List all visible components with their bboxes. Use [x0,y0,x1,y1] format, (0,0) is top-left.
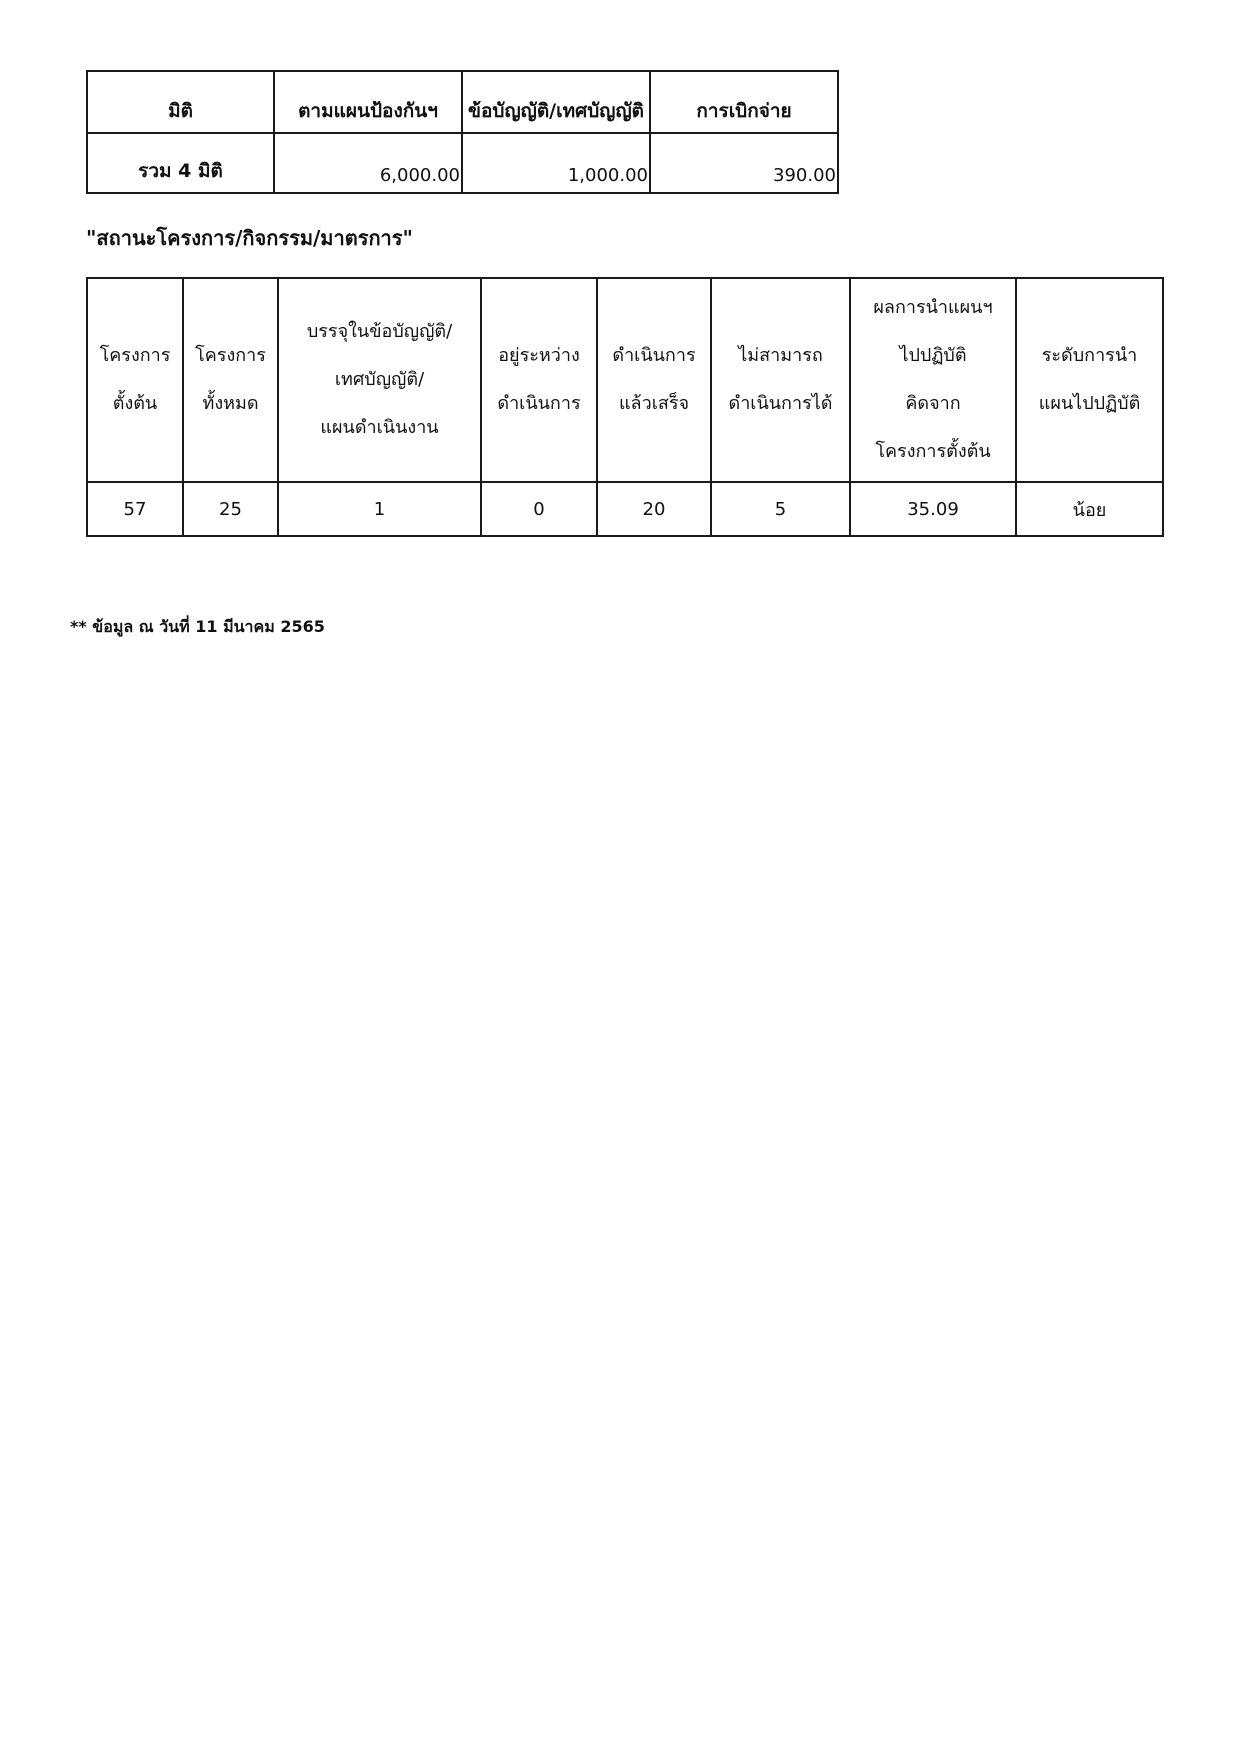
header-line: ไม่สามารถ [738,345,823,366]
value-completed: 20 [597,482,711,536]
value-included-in-ordinance: 1 [278,482,481,536]
header-line: ระดับการนำ [1041,345,1138,366]
budget-header-dimension: มิติ [87,71,274,133]
header-line: บรรจุในข้อบัญญัติ/ [306,321,453,342]
header-line: เทศบัญญัติ/ [334,369,425,390]
value-implementation-level: น้อย [1016,482,1163,536]
value-total-projects: 25 [183,482,278,536]
header-included-in-ordinance [278,278,481,482]
header-initial-projects [87,278,183,482]
project-status-table [86,277,1164,537]
budget-disbursement-value: 390.00 [650,133,838,193]
header-line: แผนไปปฏิบัติ [1038,393,1141,414]
status-data-row [87,482,1163,536]
header-line: ดำเนินการได้ [728,393,833,414]
header-line: คิดจาก [905,393,961,414]
header-not-possible [711,278,850,482]
budget-summary-table [86,70,839,194]
header-line: ดำเนินการ [497,393,581,414]
header-implementation-level [1016,278,1163,482]
budget-plan-value: 6,000.00 [274,133,462,193]
status-header-row [87,278,1163,482]
header-line: ทั้งหมด [202,393,259,414]
header-line: โครงการ [195,345,266,366]
status-section-title: "สถานะโครงการ/กิจกรรม/มาตรการ" [86,226,413,250]
header-implementation-result [850,278,1016,482]
budget-header-ordinance: ข้อบัญญัติ/เทศบัญญัติ [462,71,650,133]
budget-header-plan: ตามแผนป้องกันฯ [274,71,462,133]
value-not-possible: 5 [711,482,850,536]
header-total-projects [183,278,278,482]
budget-header-row [87,71,838,133]
header-line: โครงการ [99,345,171,366]
header-line: ไปปฏิบัติ [899,345,967,366]
header-line: แผนดำเนินงาน [320,417,439,438]
header-line: ตั้งต้น [112,393,158,414]
value-in-progress: 0 [481,482,597,536]
budget-ordinance-value: 1,000.00 [462,133,650,193]
header-line: โครงการตั้งต้น [875,441,991,462]
value-implementation-result: 35.09 [850,482,1016,536]
header-line: อยู่ระหว่าง [498,345,580,366]
header-completed [597,278,711,482]
data-date-footnote: ** ข้อมูล ณ วันที่ 11 มีนาคม 2565 [70,617,325,636]
value-initial-projects: 57 [87,482,183,536]
header-line: ผลการนำแผนฯ [873,297,993,318]
budget-header-disbursement: การเบิกจ่าย [650,71,838,133]
header-line: แล้วเสร็จ [618,393,690,414]
budget-total-row [87,133,838,193]
budget-total-label: รวม 4 มิติ [87,133,274,193]
header-in-progress [481,278,597,482]
header-line: ดำเนินการ [612,345,696,366]
